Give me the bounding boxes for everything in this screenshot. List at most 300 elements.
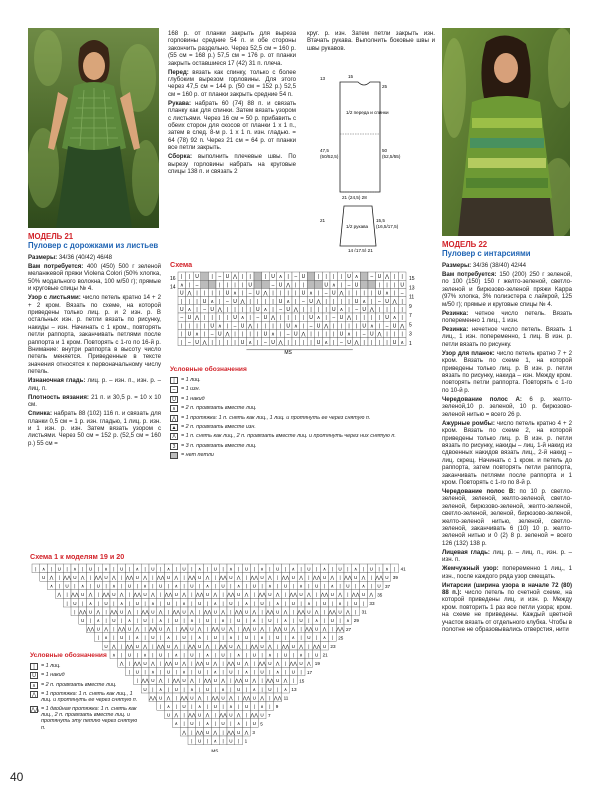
chart-symbol: ∧ [233, 290, 237, 297]
chart-symbol: ⋀ [88, 592, 93, 598]
model22-paragraph [442, 582, 572, 634]
chart-symbol: | [269, 600, 271, 606]
chart-symbol: ⋀⋀ [328, 609, 337, 615]
chart-symbol: ⋀ [252, 678, 257, 684]
chart-symbol: | [188, 274, 191, 281]
chart-symbol: | [393, 290, 396, 297]
paragraph-label: Плотность вязания: [28, 393, 89, 401]
legend-text: = 1 двойная протяжка: 1 п. снять как лиц., 2 п. провязать вместе лиц. и протянуть эту петлю через снятую п. [41, 705, 138, 731]
chart-symbol: ⋀ [299, 575, 303, 580]
row-number: 7 [409, 313, 412, 320]
chart-symbol: | [160, 600, 162, 606]
chart-symbol: ⋀ [263, 290, 268, 297]
chart-symbol: U [240, 339, 245, 346]
chart-symbol: U [385, 315, 389, 322]
chart-symbol: U [276, 678, 280, 684]
chart-symbol: | [152, 583, 154, 589]
row-number: 31 [361, 609, 367, 615]
chart-symbol: U [260, 600, 264, 606]
chart-symbol: ⋀⋀ [172, 678, 181, 684]
chart-symbol: | [393, 274, 396, 281]
chart-symbol: | [277, 686, 279, 692]
chart-symbol: ∧ [315, 618, 319, 623]
chart-symbol: U [244, 635, 249, 641]
row-number: 3 [409, 331, 412, 338]
chart-symbol: U [213, 704, 217, 709]
chart-symbol: ∧ [159, 618, 163, 623]
chart-symbol: | [253, 661, 255, 666]
chart-symbol: ⋀⋀ [133, 592, 142, 598]
chart-symbol: | [284, 661, 287, 666]
chart-symbol: – [195, 282, 199, 289]
chart-symbol: | [310, 339, 312, 346]
chart-symbol: – [294, 274, 298, 281]
chart-symbol: ⋀⋀ [344, 575, 352, 580]
chart-symbol: – [279, 307, 282, 313]
chart-symbol: | [371, 298, 373, 305]
chart-symbol: | [144, 626, 146, 632]
paragraph-text: четное число петель. Вязать попеременно 1 лиц., 1 изн. [442, 309, 572, 325]
chart-symbol: U [283, 652, 288, 658]
chart-symbol: | [347, 566, 349, 572]
chart-symbol: U [252, 583, 256, 589]
chart-symbol: U [229, 643, 233, 649]
chart-symbol: ⋀ [112, 643, 116, 649]
chart-symbol: ∧ [244, 669, 249, 675]
chart-symbol: | [128, 635, 131, 641]
chart-symbol: U [237, 592, 241, 598]
chart-symbol: | [230, 652, 232, 658]
chart-symbol: ∧ [299, 583, 303, 589]
chart-symbol: | [74, 609, 76, 615]
chart-symbol: U [135, 669, 139, 675]
chart-symbol: | [308, 618, 310, 623]
chart-symbol: | [136, 678, 138, 684]
chart-symbol: ⋀ [275, 661, 280, 666]
chart-symbol: | [230, 609, 232, 615]
chart-symbol: ⋀ [182, 729, 186, 735]
chart-symbol: ∧ [143, 652, 147, 658]
chart-symbol: U [120, 566, 124, 572]
chart-symbol: U [338, 609, 342, 615]
model21-text-col3: круг. р. изн. Затем петли закрыть изн. Втачать рукава. Выполнить боковые швы и швы рукавов. [307, 30, 435, 52]
chart-symbol: | [245, 583, 248, 589]
chart-symbol: – [264, 339, 267, 346]
chart-symbol: U [260, 669, 264, 675]
paragraph-label: Рукава: [168, 99, 191, 107]
chart-symbol: U [205, 618, 210, 623]
chart-symbol: U [213, 678, 217, 684]
chart-symbol: ∧ [322, 635, 327, 641]
chart-symbol: ⋀ [248, 323, 253, 330]
chart-symbol: | [191, 669, 193, 675]
chart-symbol: U [190, 695, 194, 701]
chart-symbol: U [260, 575, 264, 580]
chart-symbol: ⋀ [213, 592, 218, 598]
chart-symbol: ⋀⋀ [133, 661, 142, 666]
chart-symbol: | [277, 583, 279, 589]
chart-symbol: U [369, 566, 373, 572]
chart-symbol: | [222, 704, 224, 709]
paragraph-text: набрать 60 (74) 88 п. и связать планку как для спинки. Затем вязать узором с листьями. Через 16 см = 50 р. прибавить с обеих сторон для скосов от планки 1 х 1 п., затем в след. 8-м р. 1 х 1 п. изн. гладью. = 64 (78) 92 п. Через 21 см = 64 р. от планки все петли закрыть. [168, 99, 296, 152]
chart-symbol: | [183, 583, 185, 589]
chart-symbol: U [166, 712, 171, 718]
chart-symbol: | [183, 652, 185, 658]
chart-symbol: – [286, 331, 290, 338]
chart-symbol: ⋀ [301, 331, 306, 338]
chart-symbol: U [159, 652, 163, 658]
chart-symbol: ∧ [96, 618, 100, 623]
chart-symbol: ⋀⋀ [250, 712, 259, 718]
legend-symbol-icon: ∧ [170, 405, 178, 412]
ms-label: MS [284, 349, 292, 356]
row-number: 7 [268, 712, 271, 718]
chart-symbol: ⋀⋀ [188, 575, 196, 580]
chart-symbol: ⋀ [135, 626, 140, 632]
row-number: 9 [409, 303, 412, 310]
chart-symbol: | [50, 566, 53, 572]
chart-symbol: ⋀ [217, 307, 222, 313]
chart-symbol: ∧ [81, 583, 85, 589]
chart-symbol: | [206, 738, 209, 744]
paragraph-text: по 10 р. светло-зеленой, зеленой, желто-зеленой, светло-зеленой, бирюзово-зеленой, желто-зеленой, светло-зеленой, зеленой, бирюзово-зеленой, желто-зеленой нитью, зеленой, светло-зеленой, заканчивать 6 (10) 10 р. желто-зеленой нитью и 0 (2) 8 р. зеленой = всего 126 (132) 138 р. [442, 487, 572, 547]
chart-symbol: | [167, 686, 170, 692]
chart-symbol: | [295, 282, 297, 289]
chart-symbol: | [206, 635, 209, 641]
chart-symbol: U [362, 307, 367, 313]
chart-symbol: | [249, 274, 251, 281]
chart-symbol: ⋀ [166, 695, 171, 701]
chart-symbol: | [279, 331, 282, 338]
sleeve-label: 1/2 рукава [346, 224, 369, 229]
chart-symbol: | [152, 652, 154, 658]
chart-symbol: ⋀ [143, 575, 147, 580]
chart-symbol: | [136, 583, 138, 589]
chart-symbol: ∧ [283, 686, 288, 692]
chart-symbol: | [82, 566, 84, 572]
chart-symbol: U [392, 323, 397, 330]
chart-symbol: | [253, 600, 255, 606]
chart-symbol: U [369, 331, 374, 338]
chart-symbol: ⋀ [187, 290, 192, 297]
chart-symbol: ∧ [195, 331, 199, 338]
chart-symbol: U [347, 274, 351, 281]
chart-symbol: U [263, 315, 268, 322]
chart-symbol: ∧ [354, 274, 359, 281]
chart-symbol: | [211, 290, 213, 297]
chart-symbol: ⋀⋀ [375, 575, 383, 580]
chart-symbol: U [339, 331, 344, 338]
legend-text: = 1 п. снять как лиц., 2 п. провязать вместе лиц. и протянуть через них снятую п. [181, 433, 396, 440]
chart-symbol: | [160, 592, 162, 598]
chart-symbol: U [276, 566, 280, 572]
chart-symbol: ⋀ [197, 695, 202, 701]
chart-symbol: | [362, 566, 365, 572]
chart-symbol: | [89, 575, 92, 580]
chart-symbol: | [317, 331, 320, 338]
chart-symbol: | [219, 290, 221, 297]
legend-item [170, 415, 440, 422]
chart-symbol: | [234, 331, 236, 338]
chart-symbol: ∧ [135, 635, 139, 641]
chart-symbol: | [277, 618, 279, 623]
chart-symbol: ∧ [198, 704, 202, 709]
chart-symbol: ∧ [205, 652, 210, 658]
dim-label-10: (52,5/55) [382, 154, 401, 159]
paragraph-label: Ажурные ромбы: [442, 419, 495, 427]
chart-symbol: ⋀ [307, 661, 311, 666]
row-number: 17 [307, 669, 313, 675]
chart-cell [201, 272, 209, 280]
chart-symbol: ⋀⋀ [227, 661, 235, 666]
chart-symbol: | [302, 315, 305, 322]
chart-symbol: U [278, 282, 283, 289]
chart-symbol: U [182, 566, 186, 572]
model21-title [28, 232, 160, 251]
dim-label-11: 21 (24,5) 28 [342, 195, 367, 200]
chart-symbol: | [333, 339, 335, 346]
chart-symbol: U [229, 669, 233, 675]
chart-symbol: – [180, 315, 184, 322]
chart-symbol: | [386, 339, 388, 346]
chart-symbol: ⋀⋀ [336, 626, 344, 632]
legend-symbol-icon: 3 [170, 443, 178, 450]
chart-symbol: U [237, 729, 241, 735]
model21-number: МОДЕЛЬ 21 [28, 232, 74, 241]
chart-symbol: | [340, 274, 343, 281]
chart-symbol: | [183, 643, 185, 649]
chart-symbol: ∧ [237, 652, 241, 658]
chart-symbol: U [166, 669, 171, 675]
model22-paragraph [442, 326, 572, 348]
chart-symbol: ∧ [143, 583, 147, 589]
chart-symbol: | [295, 298, 297, 305]
dim-label-17: 14 (17,5) 21 [348, 248, 373, 252]
chart-symbol: ∧ [271, 331, 275, 338]
paragraph-text: 6 р. желто-зеленой,10 р. зеленой, 10 р. бирюзово-зеленой нитью = всего 26 р. [442, 395, 572, 418]
chart-symbol: | [257, 331, 259, 338]
chart-symbol: ⋀ [104, 626, 108, 632]
chart-symbol: ⋀ [80, 575, 85, 580]
chart-symbol: | [317, 274, 320, 281]
paragraph-label: Чередование полос А: [442, 395, 522, 403]
chart-symbol: U [190, 626, 194, 632]
legend-symbol-icon: ⋀ [171, 415, 177, 422]
chart-symbol: U [248, 282, 253, 289]
chart-symbol: | [196, 290, 198, 297]
model21-paragraph [28, 410, 161, 447]
chart-symbol: | [152, 618, 154, 623]
chart-symbol: U [159, 583, 163, 589]
chart-symbol: | [206, 704, 209, 709]
chart-symbol: | [261, 686, 263, 692]
chart-symbol: U [233, 298, 237, 305]
chart-symbol: U [195, 274, 199, 281]
chart-symbol: ⋀⋀ [94, 575, 103, 580]
chart-symbol: | [175, 635, 177, 641]
chart-symbol: U [127, 583, 132, 589]
chart-symbol: ∧ [237, 583, 241, 589]
chart-symbol: | [66, 592, 68, 598]
chart-symbol: U [338, 566, 342, 572]
row-number: 1 [409, 340, 412, 347]
chart-symbol: ⋀ [112, 575, 116, 580]
dim-label-2: 15 [348, 74, 354, 79]
chart-symbol: U [316, 339, 321, 346]
chart-symbol: ⋀⋀ [250, 575, 259, 580]
chart-symbol: ⋀ [338, 592, 342, 598]
schema-big-legend [30, 652, 140, 733]
chart-symbol: | [339, 618, 341, 623]
legend-symbol-icon: U [30, 672, 38, 679]
chart-symbol: ⋀⋀ [156, 575, 165, 580]
chart-symbol: U [190, 652, 194, 658]
row-number: 14 [170, 284, 176, 291]
chart-symbol: | [277, 652, 279, 658]
chart-symbol: – [332, 315, 336, 322]
row-number: 15 [409, 276, 415, 283]
chart-symbol: | [249, 315, 251, 322]
chart-symbol: ⋀⋀ [141, 609, 149, 615]
chart-symbol: ⋀ [194, 315, 200, 322]
chart-symbol: ∧ [240, 315, 245, 322]
chart-symbol: | [238, 566, 240, 572]
chart-symbol: | [222, 566, 224, 572]
chart-symbol: U [179, 290, 184, 297]
row-number: 25 [338, 635, 344, 641]
legend-text: = 1 лиц. [181, 377, 201, 383]
chart-symbol: | [333, 274, 335, 281]
chart-symbol: ⋀⋀ [250, 643, 259, 649]
chart-symbol: U [322, 575, 327, 580]
chart-symbol: | [226, 315, 229, 322]
chart-symbol: | [175, 669, 177, 675]
chart-symbol: | [401, 274, 403, 281]
chart-symbol: ⋀ [268, 575, 272, 580]
chart-symbol: ⋀ [143, 643, 147, 649]
paragraph-text: 168 р. от планки закрыть для выреза горловины средние 54 п. и обе стороны закончить раздельно. Через 52,5 см = 160 р. (55 см = 168 р.) 57,5 см = 176 р. от планки закрыть оставшиеся 17 (42) 31 п. плеча. [168, 30, 296, 67]
chart-symbol: | [222, 635, 224, 641]
chart-symbol: | [203, 290, 206, 297]
chart-symbol: U [322, 600, 327, 606]
chart-symbol: ⋀ [354, 339, 359, 346]
chart-symbol: ⋀ [174, 575, 179, 580]
chart-symbol: ∧ [385, 290, 389, 297]
chart-symbol: U [174, 661, 178, 666]
chart-symbol: U [322, 643, 327, 649]
chart-symbol: U [182, 609, 186, 615]
chart-symbol: ⋀ [346, 609, 350, 615]
row-number: 13 [409, 285, 415, 292]
chart-symbol: | [97, 600, 99, 606]
row-number: 23 [330, 644, 336, 649]
model22-paragraph [442, 396, 572, 418]
chart-symbol: U [377, 583, 381, 589]
chart-symbol: | [287, 274, 289, 281]
chart-symbol: | [191, 704, 193, 709]
paragraph-text: набрать 88 (102) 116 п. и связать для планки 0,5 см = 1 р. изн. гладью, 1 лиц. р. изн. и 1 изн. р. изн. Затем вязать узором с листьями. Через 50 см = 152 р. (52,5 см = 160 р.) 55 см = [28, 410, 161, 447]
chart-symbol: | [348, 307, 350, 313]
chart-symbol: U [65, 583, 69, 589]
chart-symbol: ⋀⋀ [258, 592, 266, 598]
chart-symbol: U [202, 298, 207, 305]
chart-symbol: ∧ [362, 298, 367, 305]
chart-symbol: ⋀⋀ [117, 626, 126, 632]
chart-symbol: | [230, 618, 232, 623]
chart-symbol: ∧ [237, 721, 241, 727]
chart-symbol: ∧ [385, 566, 389, 572]
chart-symbol: ⋀ [205, 575, 210, 580]
chart-symbol: U [198, 643, 202, 649]
chart-symbol: U [301, 274, 306, 281]
chart-cell [360, 272, 368, 280]
chart-symbol: ⋀⋀ [211, 695, 220, 701]
chart-symbol: ∧ [322, 566, 327, 572]
chart-symbol: ∧ [205, 583, 210, 589]
chart-symbol: U [237, 618, 241, 623]
chart-symbol: U [166, 600, 171, 606]
chart-symbol: | [128, 566, 131, 572]
chart-symbol: | [196, 307, 198, 313]
row-number: 5 [260, 721, 263, 727]
chart-symbol: | [355, 315, 358, 322]
front-back-label: 1/2 переда и спинки [346, 110, 389, 115]
dim-label-14: (16,5/17,5) [376, 224, 399, 229]
chart-symbol: ∧ [316, 315, 321, 322]
row-number: 16 [170, 276, 176, 283]
paragraph-label: Спинка: [28, 410, 52, 418]
chart-symbol: U [299, 661, 303, 666]
chart-symbol: U [198, 738, 202, 744]
chart-symbol: ⋀ [119, 661, 124, 666]
paragraph-label: Чередование полос В: [442, 487, 516, 495]
chart-symbol: | [128, 669, 131, 675]
chart-symbol: | [325, 307, 327, 313]
chart-symbol: – [385, 323, 389, 330]
chart-symbol: ⋀ [166, 626, 171, 632]
chart-symbol: | [401, 315, 403, 322]
chart-symbol: ∧ [73, 566, 77, 572]
chart-symbol: U [221, 721, 225, 727]
chart-symbol: | [144, 669, 146, 675]
paragraph-label: Вам потребуется: [28, 263, 84, 270]
chart-symbol: | [370, 575, 372, 580]
row-number: 3 [252, 730, 255, 735]
model22-text [442, 262, 572, 635]
chart-symbol: ∧ [190, 618, 194, 623]
chart-symbol: ∧ [198, 566, 202, 572]
chart-symbol: | [333, 323, 335, 330]
chart-symbol: | [211, 339, 213, 346]
chart-symbol: | [160, 661, 162, 666]
chart-symbol: ⋀ [369, 307, 374, 313]
chart-symbol: | [214, 575, 216, 580]
chart-symbol: U [291, 643, 295, 649]
chart-symbol: ⋀ [205, 712, 210, 718]
paragraph-text: 400 (450) 500 г зеленой меланжевой пряжи Violena Colori (50% хлопка, 50% модального волокна, 100 м/50 г); прямые и круговые спицы № 4. [28, 263, 162, 293]
chart-symbol: ⋀ [361, 575, 366, 580]
chart-symbol: U [210, 307, 215, 313]
chart-symbol: U [151, 609, 155, 615]
chart-symbol: | [302, 282, 305, 289]
model21-paragraph [28, 294, 161, 375]
chart-symbol: | [371, 339, 373, 346]
chart-symbol: U [57, 566, 61, 572]
row-number: 21 [322, 652, 328, 658]
chart-symbol: | [58, 575, 60, 580]
chart-symbol: | [323, 609, 326, 615]
legend-item [170, 396, 440, 403]
